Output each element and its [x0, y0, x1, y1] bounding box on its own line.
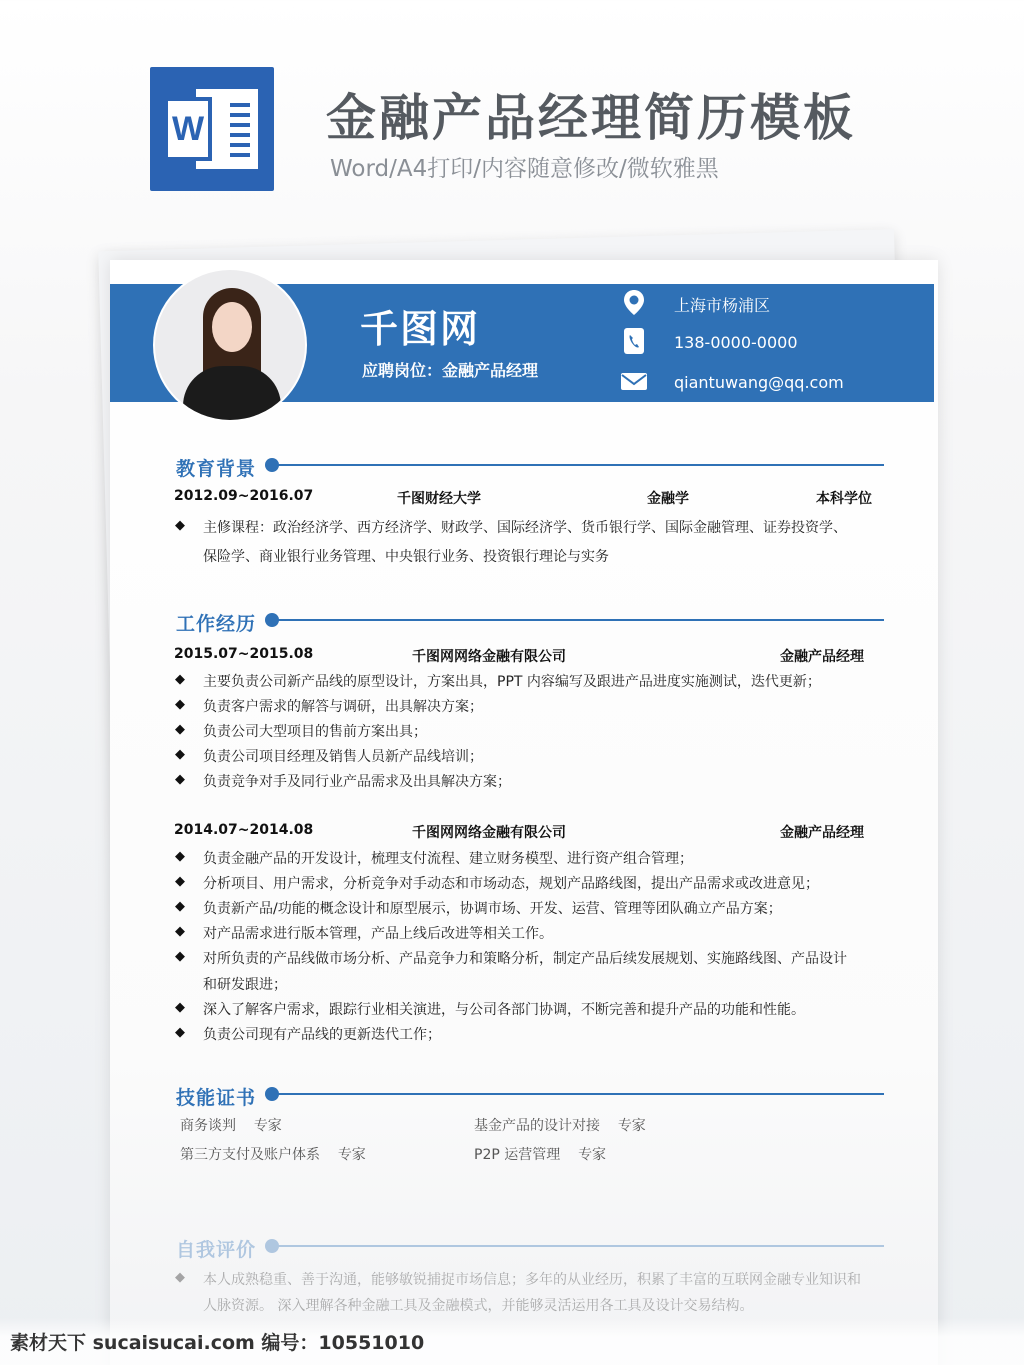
phone-text: 138-0000-0000 [674, 333, 798, 352]
word-w-letter: W [164, 97, 212, 161]
section-dot-icon [265, 458, 279, 472]
diamond-bullet-icon: ◆ [175, 1000, 185, 1015]
phone-icon [620, 327, 648, 355]
job-duty: 负责客户需求的解答与调研，出具解决方案； [203, 699, 483, 715]
job-period: 2015.07~2015.08 [174, 646, 314, 662]
section-divider [268, 464, 884, 466]
skill-level: 专家 [337, 1147, 366, 1163]
education-section-title: 教育背景 [176, 458, 257, 480]
section-dot-icon [265, 613, 279, 627]
skill-item [474, 1144, 606, 1164]
education-degree: 本科学位 [816, 491, 872, 507]
skill-name: 商务谈判 [180, 1118, 236, 1134]
self-eval-section-title: 自我评价 [176, 1239, 257, 1261]
section-divider [268, 1093, 884, 1095]
email-text: qiantuwang@qq.com [674, 373, 844, 392]
diamond-bullet-icon: ◆ [175, 899, 185, 914]
diamond-bullet-icon: ◆ [175, 1025, 185, 1040]
diamond-bullet-icon: ◆ [175, 518, 185, 533]
skill-level: 专家 [617, 1118, 646, 1134]
skill-item [180, 1144, 366, 1164]
address-text: 上海市杨浦区 [674, 296, 771, 315]
skill-item [180, 1115, 282, 1135]
job-duty: 负责公司大型项目的售前方案出具； [203, 724, 427, 740]
job-duty: 主要负责公司新产品线的原型设计，方案出具，PPT 内容编写及跟进产品进度实施测试，迭代更新； [203, 674, 821, 690]
skills-section-title: 技能证书 [176, 1087, 257, 1109]
diamond-bullet-icon: ◆ [175, 672, 185, 687]
education-major: 金融学 [647, 491, 689, 507]
location-icon [620, 288, 648, 316]
education-school: 千图财经大学 [397, 491, 481, 507]
profile-name: 千图网 [360, 307, 481, 351]
section-divider [268, 1245, 884, 1247]
word-logo [150, 67, 274, 191]
job-duty: 深入了解客户需求，跟踪行业相关演进，与公司各部门协调，不断完善和提升产品的功能和性能。 [203, 1002, 805, 1018]
diamond-bullet-icon: ◆ [175, 697, 185, 712]
diamond-bullet-icon: ◆ [175, 949, 185, 964]
section-dot-icon [265, 1087, 279, 1101]
job-company: 千图网网络金融有限公司 [412, 649, 566, 665]
job-duty: 分析项目、用户需求，分析竞争对手动态和市场动态，规划产品路线图，提出产品需求或改进意见； [203, 876, 819, 892]
diamond-bullet-icon: ◆ [175, 874, 185, 889]
mail-icon [620, 367, 648, 395]
section-divider [268, 619, 884, 621]
resume-paper [110, 260, 938, 1365]
job-duty: 对产品需求进行版本管理，产品上线后改进等相关工作。 [203, 926, 553, 942]
work-section-title: 工作经历 [176, 613, 257, 635]
watermark-strip [0, 1318, 1024, 1365]
job-duty: 负责竞争对手及同行业产品需求及出具解决方案； [203, 774, 511, 790]
job-duty-cont: 和研发跟进； [203, 977, 287, 993]
education-courses: 主修课程：政治经济学、西方经济学、财政学、国际经济学、货币银行学、国际金融管理、证券投资学、 [203, 520, 847, 536]
diamond-bullet-icon: ◆ [175, 747, 185, 762]
skill-item [474, 1115, 646, 1135]
job-role: 金融产品经理 [780, 825, 864, 841]
education-courses-cont: 保险学、商业银行业务管理、中央银行业务、投资银行理论与实务 [203, 549, 609, 565]
skill-level: 专家 [253, 1118, 282, 1134]
banner-title: 金融产品经理简历模板 [326, 89, 856, 147]
job-duty: 负责新产品/功能的概念设计和原型展示，协调市场、开发、运营、管理等团队确立产品方案； [203, 901, 782, 917]
diamond-bullet-icon: ◆ [175, 924, 185, 939]
job-role: 金融产品经理 [780, 649, 864, 665]
skill-name: P2P 运营管理 [474, 1147, 561, 1163]
skill-level: 专家 [578, 1147, 607, 1163]
job-duty: 负责公司现有产品线的更新迭代工作； [203, 1027, 441, 1043]
job-duty: 负责公司项目经理及销售人员新产品线培训； [203, 749, 483, 765]
job-company: 千图网网络金融有限公司 [412, 825, 566, 841]
section-dot-icon [265, 1239, 279, 1253]
diamond-bullet-icon: ◆ [175, 722, 185, 737]
watermark-text: 素材天下 sucaisucai.com 编号：10551010 [10, 1332, 425, 1354]
profile-position: 应聘岗位：金融产品经理 [362, 361, 539, 380]
job-period: 2014.07~2014.08 [174, 822, 314, 838]
job-duty: 负责金融产品的开发设计，梳理支付流程、建立财务模型、进行资产组合管理； [203, 851, 693, 867]
self-eval-text: 本人成熟稳重、善于沟通，能够敏锐捕捉市场信息；多年的从业经历，积累了丰富的互联网金融专业知识和 [203, 1272, 861, 1288]
skill-name: 第三方支付及账户体系 [180, 1147, 320, 1163]
self-eval-text-cont: 人脉资源。 深入理解各种金融工具及金融模式，并能够灵活运用各工具及设计交易结构。 [203, 1298, 754, 1314]
diamond-bullet-icon: ◆ [175, 849, 185, 864]
job-duty: 对所负责的产品线做市场分析、产品竞争力和策略分析，制定产品后续发展规划、实施路线图、产品设计 [203, 951, 847, 967]
diamond-bullet-icon: ◆ [175, 1270, 185, 1285]
diamond-bullet-icon: ◆ [175, 772, 185, 787]
education-period: 2012.09~2016.07 [174, 488, 314, 504]
banner-subtitle: Word/A4打印/内容随意修改/微软雅黑 [330, 156, 719, 182]
skill-name: 基金产品的设计对接 [474, 1118, 600, 1134]
profile-photo [153, 268, 307, 422]
